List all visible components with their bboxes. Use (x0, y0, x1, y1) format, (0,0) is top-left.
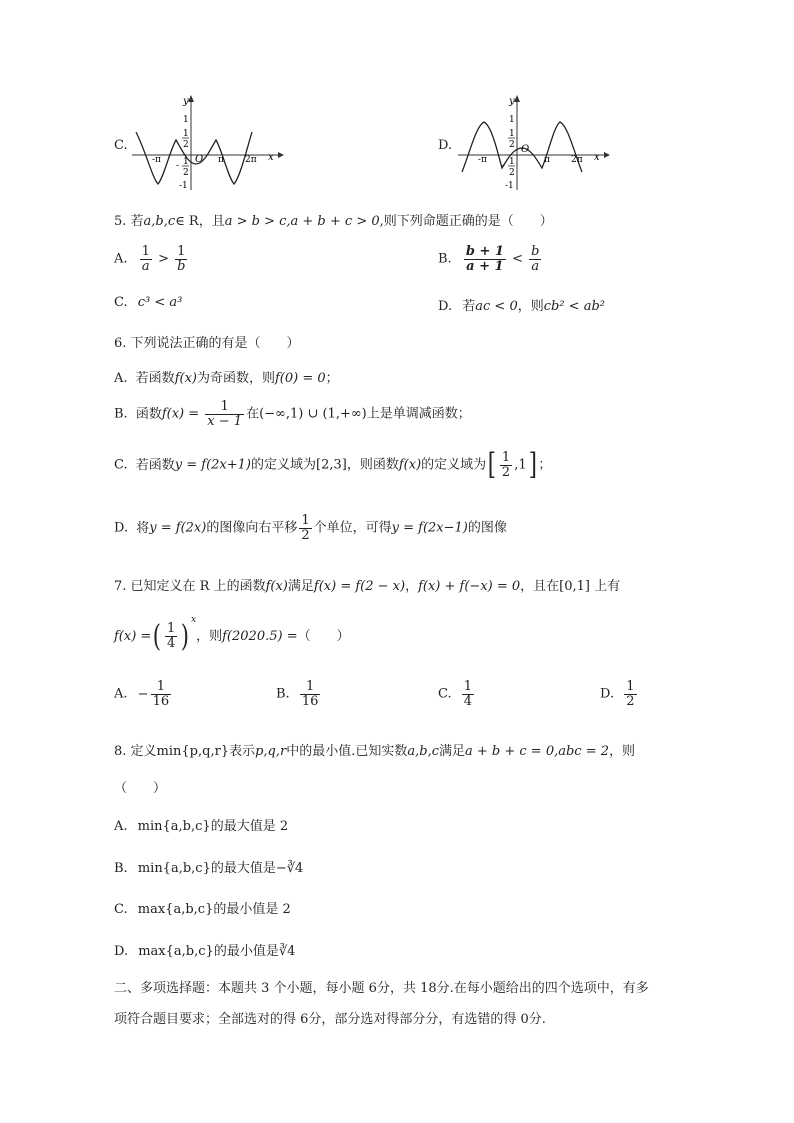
q5-stem: 5. 若a,b,c∈ R，且a > b > c,a + b + c > 0,则下列命题正确的是（ ） (114, 214, 553, 229)
graph-c-one-tick: 1 (183, 115, 189, 125)
section-2-line1: 二、多项选择题：本题共 3 个小题，每小题 6分，共 18分.在每小题给出的四个选项中，有多 (114, 981, 649, 996)
q5-option-d: D. 若ac < 0，则cb² < ab² (438, 299, 605, 314)
q6-stem: 6. 下列说法正确的有是（ ） (114, 336, 300, 351)
q7-option-b: B. $\frac{1}{16}$ (276, 679, 319, 709)
q8-option-b: B. min{a,b,c}的最大值是−∛4 (114, 861, 304, 876)
graph-c-neg-sign: - (176, 161, 180, 171)
graph-c-neg-half-den: 2 (183, 168, 189, 178)
q8-option-d: D. max{a,b,c}的最小值是∛4 (114, 944, 296, 959)
graph-d-neg-one-tick: -1 (505, 181, 514, 191)
q6-option-b: B. 函数f(x) = $\frac{1}{x - 1}$ 在(−∞,1) ∪ (1,+∞)上是单调减函数； (114, 399, 471, 429)
q7-stem-line1: 7. 已知定义在 R 上的函数f(x)满足f(x) = f(2 − x)，f(x) + f(−x) = 0，且在[0,1] 上有 (114, 579, 621, 594)
q7-option-c: C. $\frac{1}{4}$ (438, 679, 473, 709)
graph-d-half-den: 2 (509, 140, 515, 150)
option-c-label: C. (114, 138, 128, 153)
q5-option-a: A. $\frac{1}{a}$ > $\frac{1}{b}$ (114, 244, 186, 274)
section-2-line2: 项符合题目要求；全部选对的得 6分，部分选对得部分分，有选错的得 0分. (114, 1012, 546, 1027)
graph-d-neg-half-den: 2 (509, 168, 515, 178)
graph-c-two-pi-tick: 2π (245, 155, 257, 165)
option-d-label: D. (438, 138, 453, 153)
graph-c-y-label: y (183, 96, 189, 107)
graph-c-half-den: 2 (183, 140, 189, 150)
q5-option-c: C. c³ < a³ (114, 295, 183, 310)
graph-d-half-num: 1 (509, 129, 515, 139)
graph-c-x-label: x (268, 152, 274, 163)
graph-d-x-label: x (594, 152, 600, 163)
graph-c-neg-half-num: 1 (183, 157, 189, 167)
graph-d-origin-label: O (521, 144, 530, 155)
q8-option-c: C. max{a,b,c}的最小值是 2 (114, 902, 291, 917)
q5-option-b: B. $\frac{b + 1}{a + 1}$ < $\frac{b}{a}$ (438, 244, 540, 274)
q8-option-a: A. min{a,b,c}的最大值是 2 (114, 819, 289, 834)
graph-d-pi-tick: π (544, 155, 550, 165)
q6-option-d: D. 将y = f(2x)的图像向右平移 $\frac{1}{2}$ 个单位，可得y = f(2x−1)的图像 (114, 513, 507, 543)
graph-c-half-num: 1 (183, 129, 189, 139)
graph-d (454, 92, 614, 192)
graph-c-neg-one-tick: -1 (179, 181, 188, 191)
graph-d-one-tick: 1 (509, 115, 515, 125)
graph-c (128, 92, 288, 192)
graph-c-origin-label: O (195, 154, 204, 165)
q6-option-a: A. 若函数f(x)为奇函数，则f(0) = 0； (114, 371, 339, 386)
graph-c-neg-pi-tick: -π (152, 155, 161, 165)
graph-d-neg-half-num: 1 (509, 157, 515, 167)
q7-option-d: D. $\frac{1}{2}$ (600, 679, 635, 709)
q7-stem-line2: f(x) =( $\frac{1}{4}$ ) $^x$，则f(2020.5) =（ ） (114, 615, 350, 654)
graph-c-pi-tick: π (218, 155, 224, 165)
q7-option-a: A. − $\frac{1}{16}$ (114, 679, 170, 709)
q8-stem: 8. 定义min{p,q,r}表示p,q,r中的最小值.已知实数a,b,c满足a + b + c = 0,abc = 2，则 (114, 744, 636, 759)
graph-d-neg-pi-tick: -π (478, 155, 487, 165)
graph-d-neg-sign: - (502, 161, 506, 171)
q6-option-c: C. 若函数y = f(2x+1)的定义域为[2,3]，则函数f(x)的定义域为[ $\frac{1}{2}$ ,1] ； (114, 447, 552, 482)
graph-d-y-label: y (509, 96, 515, 107)
graph-d-two-pi-tick: 2π (571, 155, 583, 165)
q8-answer-paren: （ ） (114, 781, 167, 796)
